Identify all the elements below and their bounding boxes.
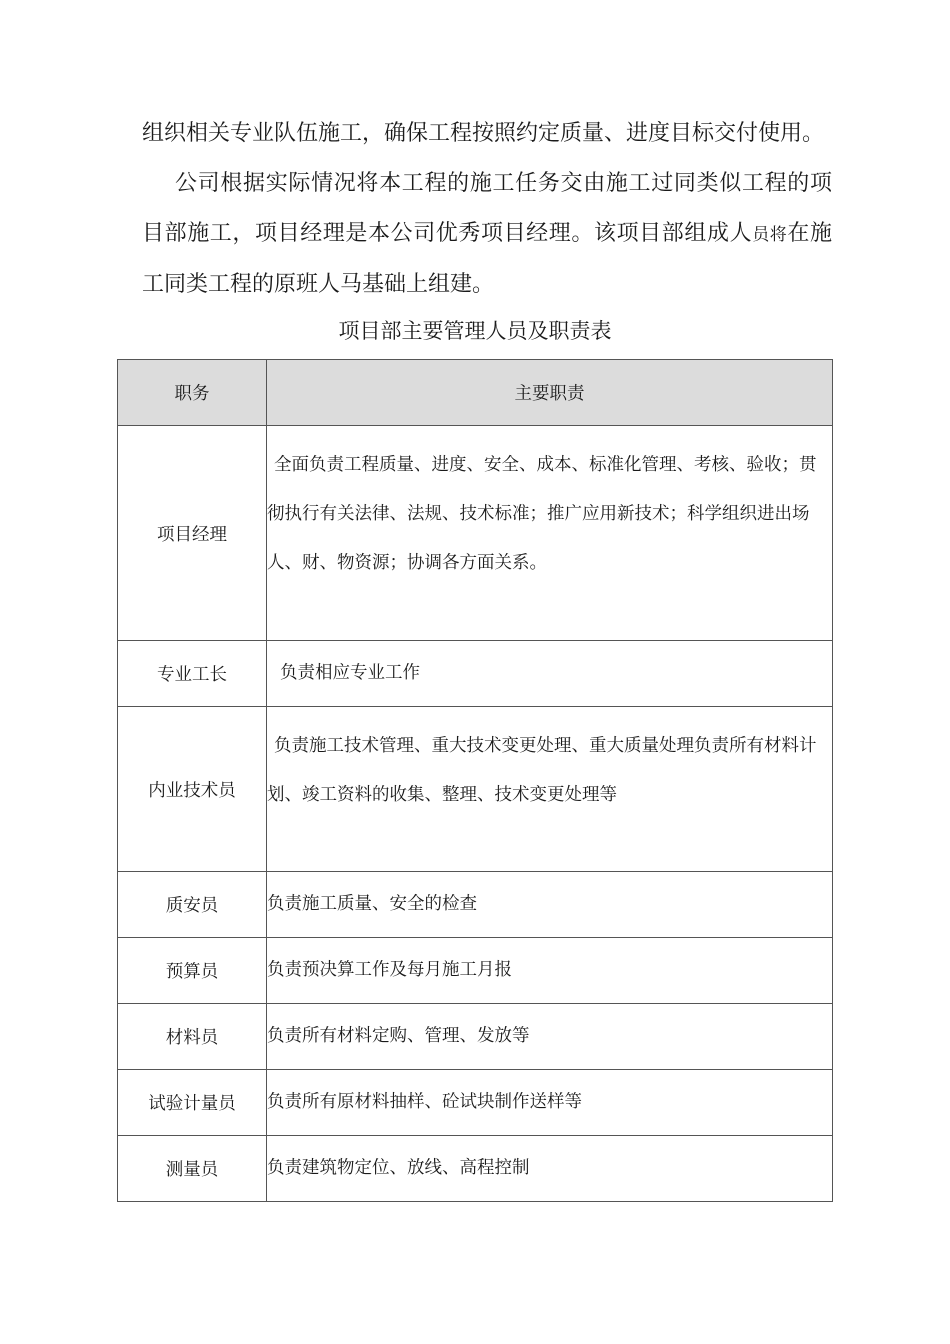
duty-cell: 负责所有材料定购、管理、发放等 xyxy=(267,1004,833,1070)
duty-cell: 负责相应专业工作 xyxy=(267,641,833,707)
table-row xyxy=(118,1136,833,1202)
duty-cell: 负责所有原材料抽样、砼试块制作送样等 xyxy=(267,1070,833,1136)
duty-table xyxy=(117,359,833,1202)
role-cell: 试验计量员 xyxy=(118,1070,267,1136)
table-row xyxy=(118,641,833,707)
role-cell: 内业技术员 xyxy=(118,707,267,872)
table-title: 项目部主要管理人员及职责表 xyxy=(338,319,612,343)
duty-cell: 负责建筑物定位、放线、高程控制 xyxy=(267,1136,833,1202)
paragraph-2-small-text: 员将 xyxy=(752,224,788,245)
duty-cell: 负责施工质量、安全的检查 xyxy=(267,872,833,938)
duty-cell: 负责预决算工作及每月施工月报 xyxy=(267,938,833,1004)
table-row xyxy=(118,872,833,938)
role-cell: 项目经理 xyxy=(118,426,267,641)
paragraph-1: 组织相关专业队伍施工，确保工程按照约定质量、进度目标交付使用。 xyxy=(142,121,825,146)
duty-cell: 负责施工技术管理、重大技术变更处理、重大质量处理负责所有材料计划、竣工资料的收集、整理、技术变更处理等 xyxy=(267,707,833,872)
role-cell: 预算员 xyxy=(118,938,267,1004)
table-row xyxy=(118,1070,833,1136)
role-cell: 测量员 xyxy=(118,1136,267,1202)
duty-cell: 全面负责工程质量、进度、安全、成本、标准化管理、考核、验收；贯彻执行有关法律、法规、技术标准；推广应用新技术；科学组织进出场人、财、物资源；协调各方面关系。 xyxy=(267,426,833,641)
paragraph-2-tail: 在施工同类工程的原班人马基础上组建。 xyxy=(142,220,832,297)
paragraph-2-main: 公司根据实际情况将本工程的施工任务交由施工过同类似工程的项目部施工，项目经理是本公司优秀项目经理。该项目部组成人 xyxy=(142,171,832,246)
header-role: 职务 xyxy=(118,360,267,426)
table-row xyxy=(118,1004,833,1070)
table-row xyxy=(118,707,833,872)
table-row xyxy=(118,426,833,641)
table-row xyxy=(118,938,833,1004)
role-cell: 专业工长 xyxy=(118,641,267,707)
header-duty: 主要职责 xyxy=(267,360,833,426)
role-cell: 材料员 xyxy=(118,1004,267,1070)
table-header-row xyxy=(118,360,833,426)
role-cell: 质安员 xyxy=(118,872,267,938)
paragraph-2 xyxy=(142,159,832,310)
